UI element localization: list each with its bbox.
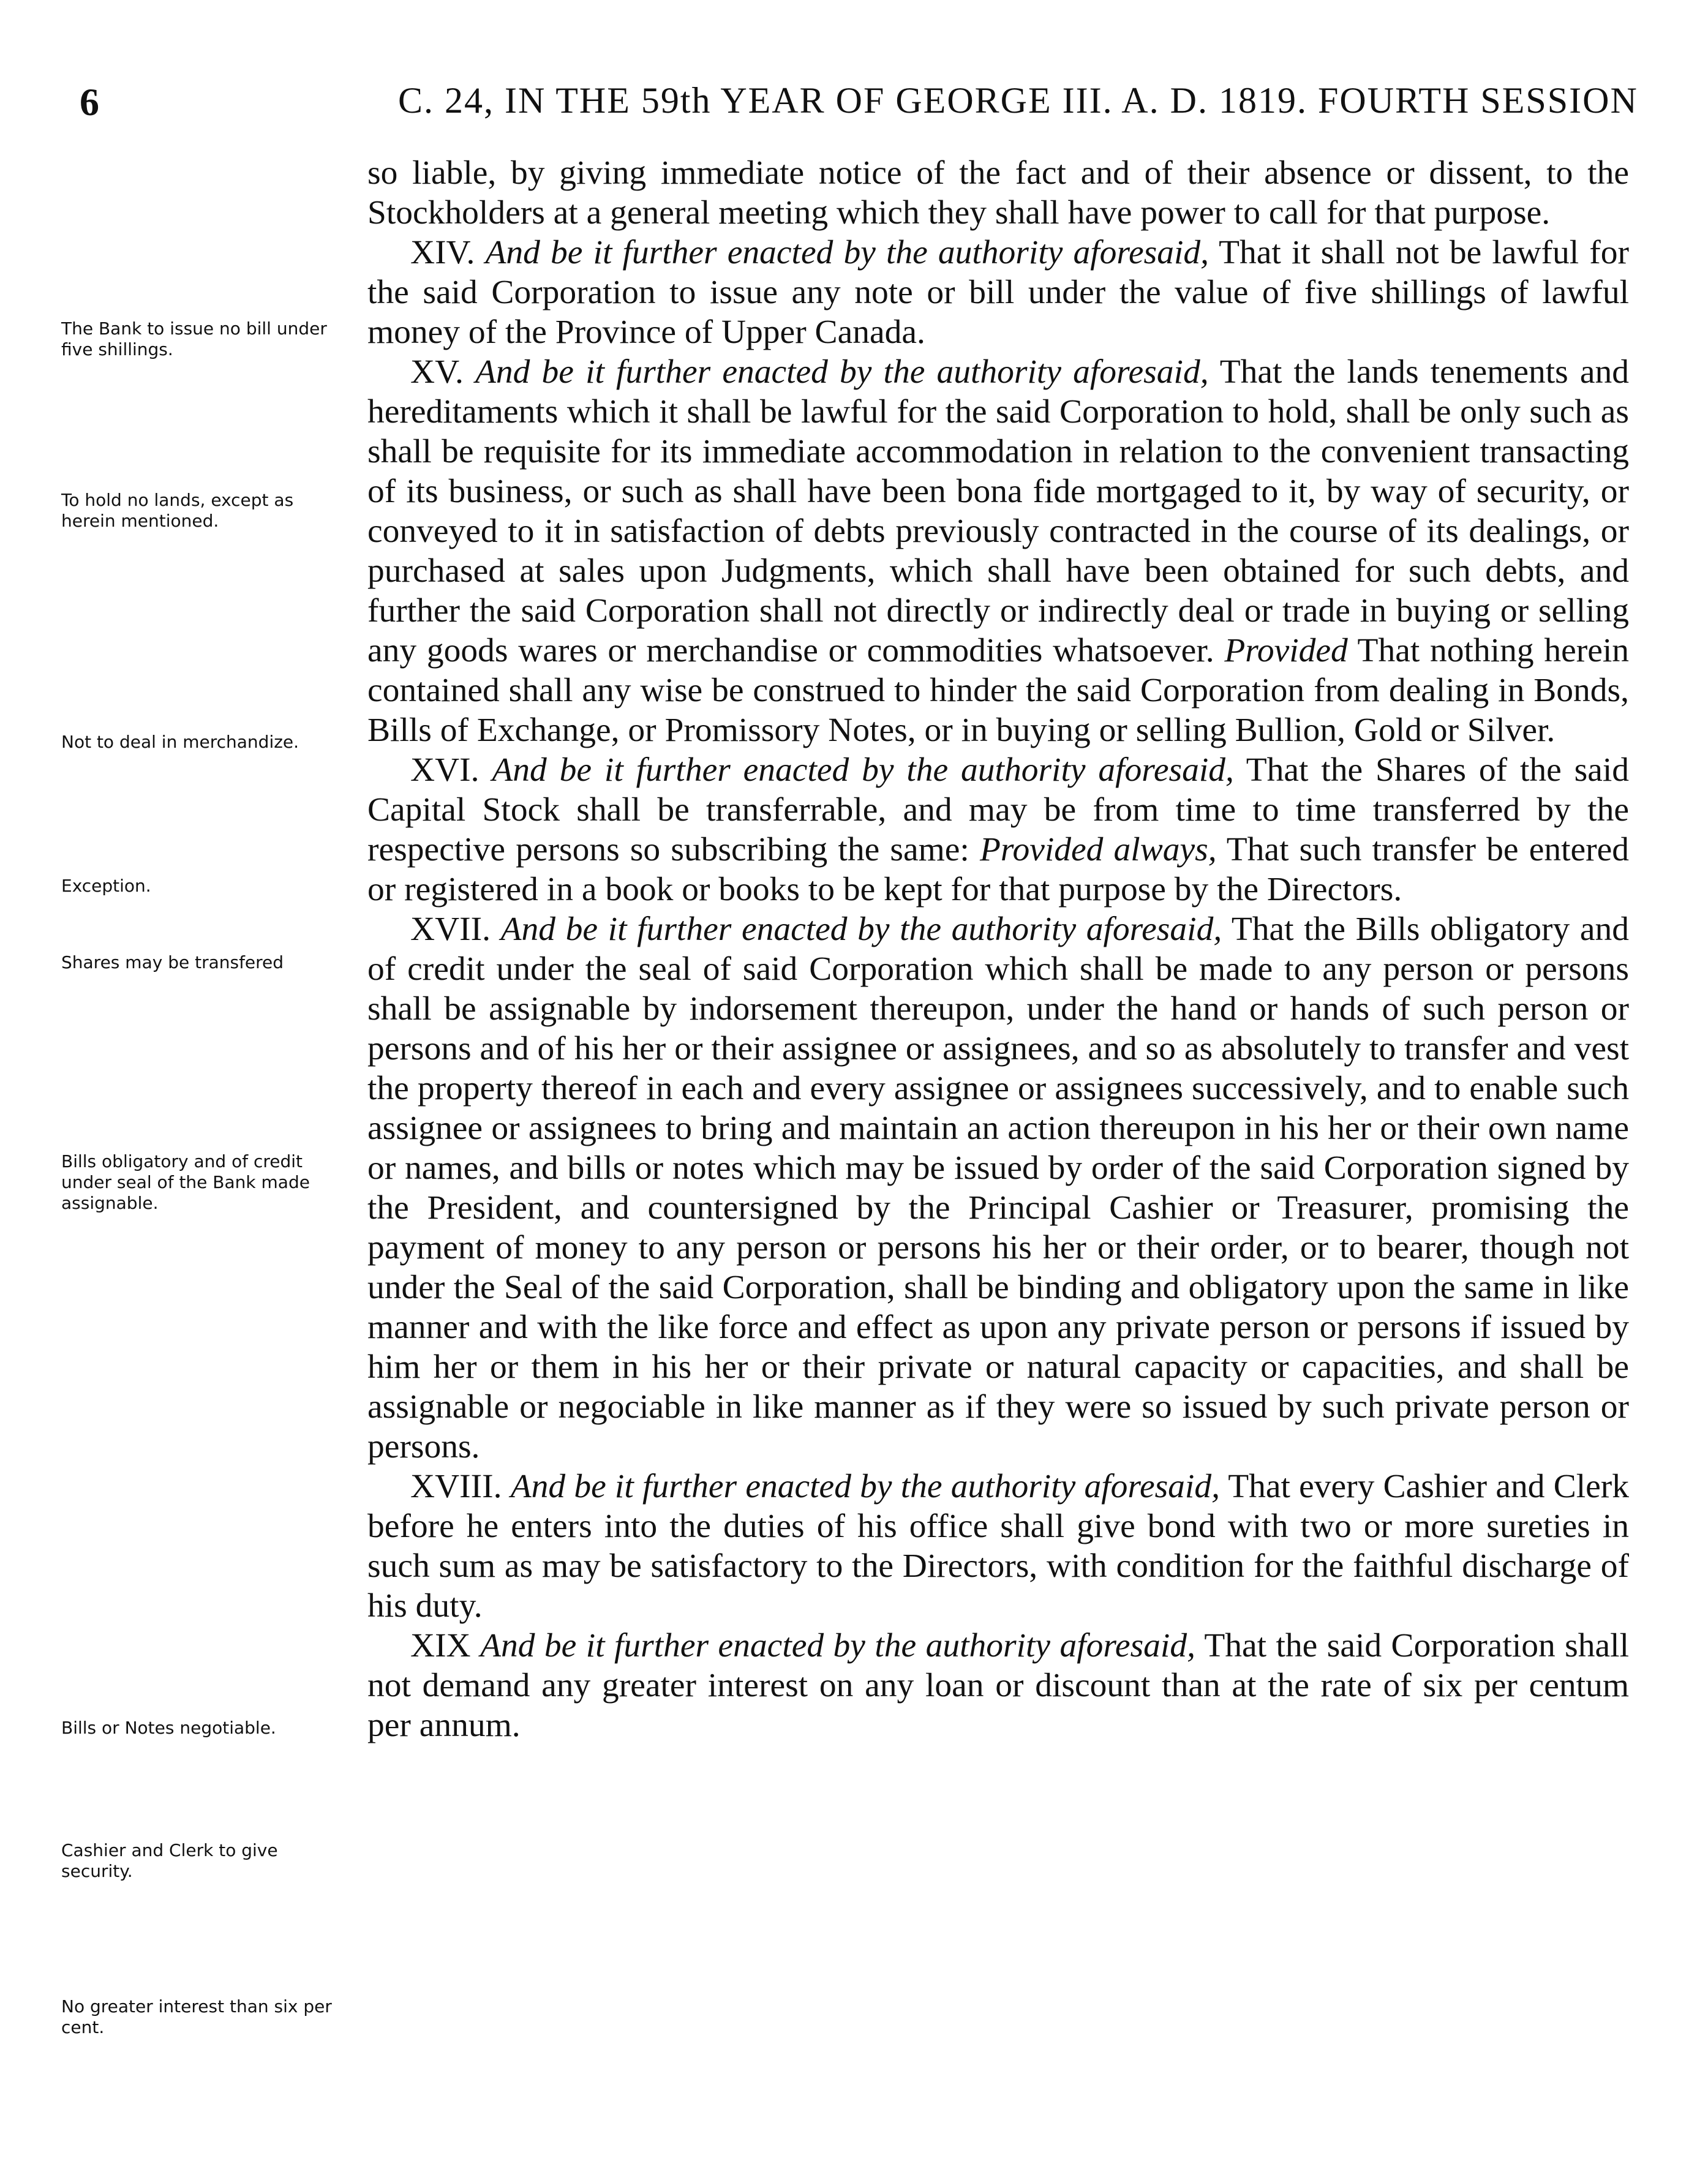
section-number: XVIII. — [410, 1468, 502, 1505]
paragraph-text: That every Cashier and Clerk before he enters into the duties of his office shall give bond with two or more sureties in such sum as may be satisfactory to the Directors, with condition for the faithful discharge of his duty. — [367, 1468, 1629, 1625]
section-number: XV. — [410, 353, 464, 391]
paragraph-text: That the lands tenements and hereditaments which it shall be lawful for the said Corporation to hold, shall be only such as shall be requisite for its immediate accommodation in relation to the convenient transacting of its business, or such as shall have been bona fide mortgaged to it, by way of security, or conveyed to it in satisfaction of debts previously contracted in the course of its dealings, or purchased at sales upon Judgments, which shall have been obtained for such debts, and further the said Corporation shall not directly or indirectly deal or trade in buying or selling any goods wares or merchandise or commodities whatsoever. — [367, 353, 1630, 669]
page-header — [73, 80, 1641, 141]
section-xv — [367, 352, 1629, 750]
margin-note-interest: No greater interest than six per cent. — [61, 1996, 332, 2037]
page-number: 6 — [80, 80, 99, 124]
paragraph-text: so liable, by giving immediate notice of the fact and of their absence or dissent, to the Stockholders at a general meeting which they shall have power to call for that purpose. — [367, 154, 1629, 231]
enacting-clause: And be it further enacted by the authority aforesaid, — [500, 911, 1222, 948]
enacting-clause: And be it further enacted by the authority aforesaid, — [480, 1627, 1195, 1664]
paragraph-continuation — [367, 153, 1629, 233]
margin-note-exception: Exception. — [61, 876, 151, 896]
section-number: XIV. — [410, 234, 475, 271]
margin-note-shares: Shares may be transfered — [61, 952, 284, 972]
section-number: XIX — [410, 1627, 471, 1664]
section-xviii — [367, 1467, 1629, 1626]
section-number: XVII. — [410, 911, 491, 948]
paragraph-text: That the Shares of the said Capital Stock shall be transferrable, and may be from time to time transferred by the respective persons so subscribing the same: — [367, 751, 1630, 868]
margin-note-merchandize: Not to deal in merchandize. — [61, 732, 299, 752]
margin-note-bank-issue: The Bank to issue no bill under five shillings. — [61, 318, 327, 359]
enacting-clause: And be it further enacted by the authority aforesaid, — [492, 751, 1234, 789]
proviso-text: That nothing herein contained shall any wise be construed to hinder the said Corporation from dealing in Bonds, Bills of Exchange, or Promissory Notes, or in buying or selling Bullion, Gold or Silver. — [367, 632, 1630, 749]
paragraph-text: That the Bills obligatory and of credit under the seal of said Corporation which shall be made to any person or persons shall be assignable by indorsement thereupon, under the hand or hands of such person or persons and of his her or their assignee or assignees, and so as absolutely to transfer and vest the property thereof in each and every assignee or assignees successively, and to enable such assignee or assignees to bring and maintain an action thereupon in his her or their own name or names, and bills or notes which may be issued by order of the said Corporation signed by the President, and countersigned by the Principal Cashier or Treasurer, promising the payment of money to any person or persons his her or their order, or to bearer, though not under the Seal of the said Corporation, shall be binding and obligatory upon the same in like manner and with the like force and effect as upon any private person or persons if issued by him her or them in his her or their private or natural capacity or capacities, and shall be assignable or negociable in like manner as if they were so issued by such private person or persons. — [367, 911, 1630, 1465]
margin-note-cashier: Cashier and Clerk to give security. — [61, 1840, 278, 1881]
running-head: C. 24, IN THE 59th YEAR OF GEORGE III. A. D. 1819. FOURTH SESSION — [398, 80, 1638, 121]
margin-note-hold-lands: To hold no lands, except as herein mentioned. — [61, 490, 294, 531]
enacting-clause: And be it further enacted by the authority aforesaid, — [475, 353, 1209, 391]
margin-note-bills-notes: Bills or Notes negotiable. — [61, 1718, 276, 1738]
margin-note-bills-obligatory: Bills obligatory and of credit under seal of the Bank made assignable. — [61, 1151, 310, 1213]
section-xiv — [367, 233, 1629, 352]
proviso-text: That such transfer be entered or registered in a book or books to be kept for that purpose by the Directors. — [367, 831, 1630, 908]
enacting-clause: And be it further enacted by the authority aforesaid, — [510, 1468, 1220, 1505]
paragraph-text: That the said Corporation shall not demand any greater interest on any loan or discount than at the rate of six per centum per annum. — [367, 1627, 1630, 1744]
proviso-label: Provided — [1224, 632, 1348, 669]
section-xvii — [367, 909, 1629, 1467]
body-text — [367, 153, 1629, 1745]
section-xix — [367, 1626, 1629, 1745]
section-xvi — [367, 750, 1629, 909]
paragraph-text: That it shall not be lawful for the said Corporation to issue any note or bill under the value of five shillings of lawful money of the Province of Upper Canada. — [367, 234, 1630, 351]
section-number: XVI. — [410, 751, 480, 789]
proviso-label: Provided always, — [980, 831, 1217, 868]
enacting-clause: And be it further enacted by the authority aforesaid, — [485, 234, 1209, 271]
